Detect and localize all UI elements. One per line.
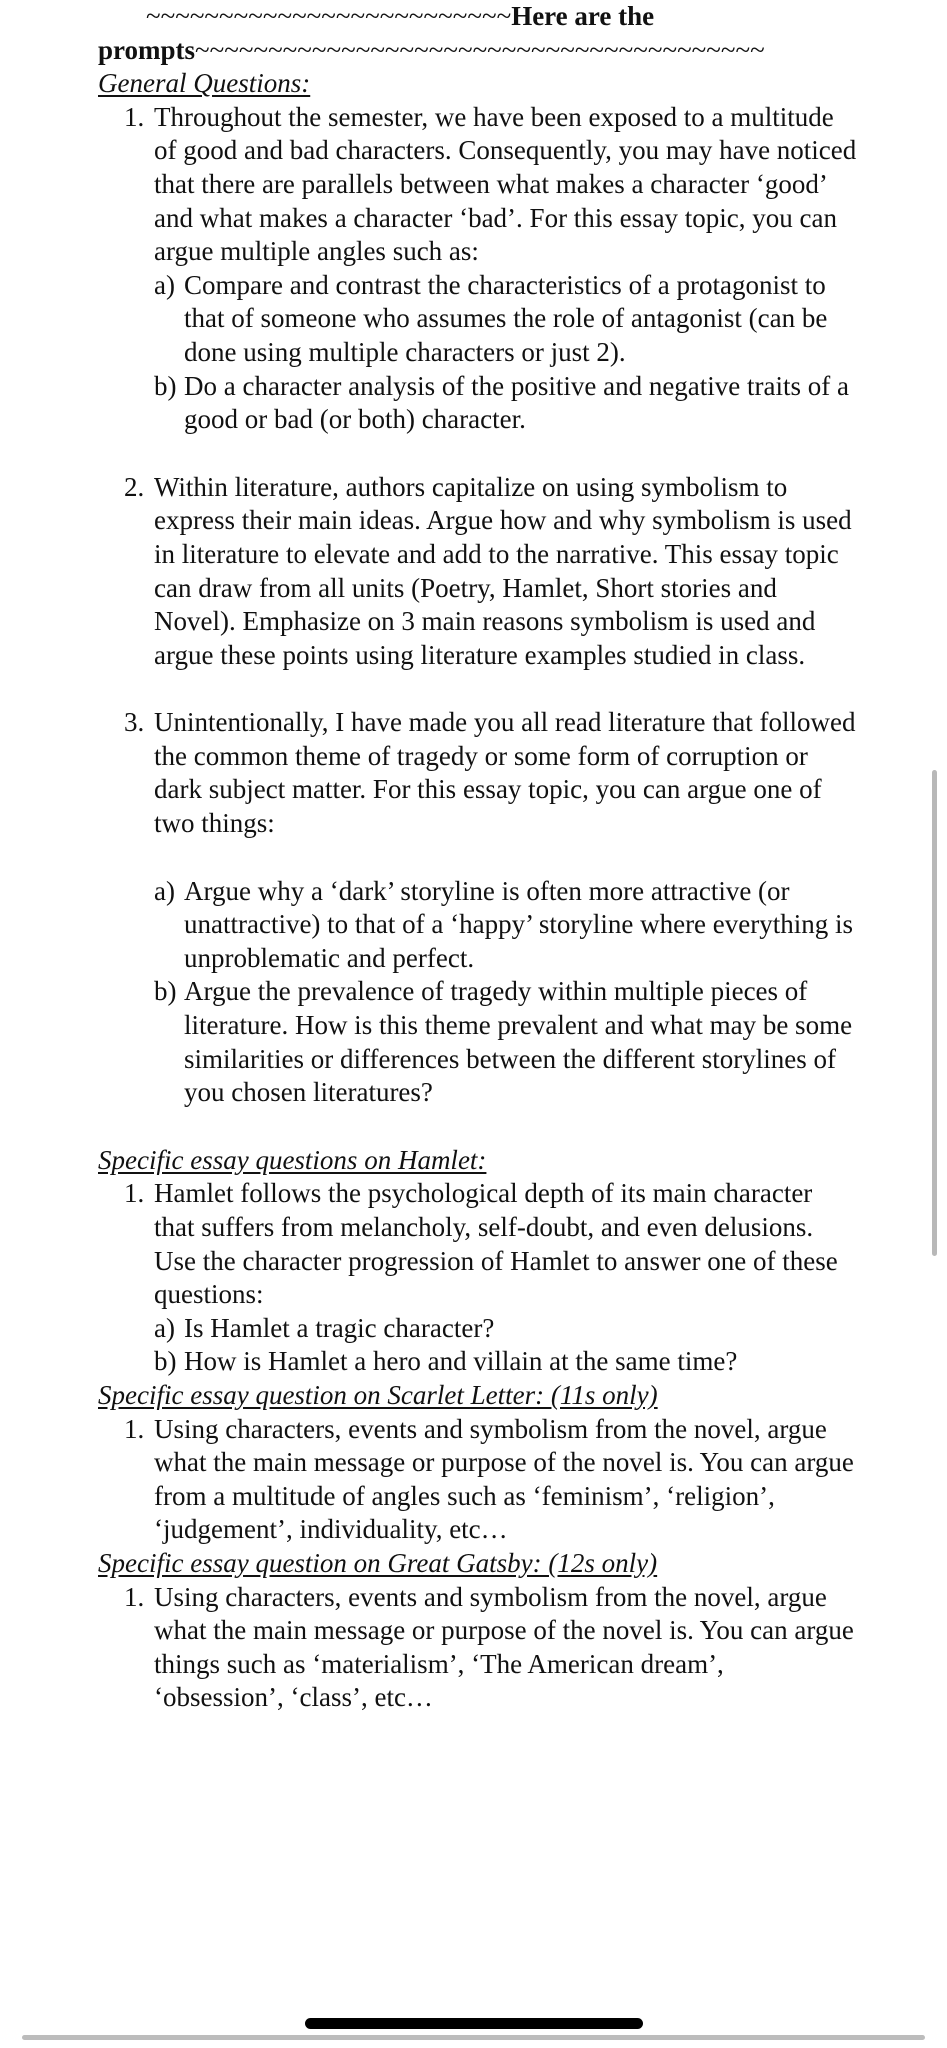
sub-option-a xyxy=(154,875,858,976)
scarlet-letter-question-1 xyxy=(124,1413,858,1547)
general-question-3 xyxy=(124,706,858,1110)
great-gatsby-heading: Specific essay question on Great Gatsby: (12s only) xyxy=(98,1547,658,1578)
question-text: Using characters, events and symbolism from the novel, argue what the main message or purpose of the novel is. You can argue from a multitude of angles such as ‘feminism’, ‘religion’, ‘judgement’, individuality, etc… xyxy=(154,1413,854,1545)
question-text: Hamlet follows the psychological depth of its main character that suffers from melancholy, self-doubt, and even delusions. Use the character progression of Hamlet to answer one of these questions: xyxy=(154,1178,838,1310)
sub-label: b) xyxy=(154,370,177,401)
sub-option-b xyxy=(154,370,858,437)
sub-label: b) xyxy=(154,976,177,1007)
general-question-1 xyxy=(124,101,858,437)
sub-label: a) xyxy=(154,875,175,906)
list-number: 3. xyxy=(124,707,145,738)
horizontal-scrollbar[interactable] xyxy=(22,2035,925,2040)
scarlet-letter-heading: Specific essay question on Scarlet Letter: (11s only) xyxy=(98,1379,658,1410)
header-line-2 xyxy=(98,34,858,68)
question-text: Within literature, authors capitalize on using symbolism to express their main ideas. Argue how and why symbolism is used in literature to elevate and add to the narrative. This essay topic can draw from all units (Poetry, Hamlet, Short stories and Novel). Emphasize on 3 main reasons symbolism is used and argue these points using literature examples studied in class. xyxy=(154,471,852,670)
sub-text: Is Hamlet a tragic character? xyxy=(184,1312,495,1343)
list-number: 1. xyxy=(124,101,145,132)
document-page xyxy=(98,0,858,1715)
home-indicator[interactable] xyxy=(305,2018,643,2029)
general-questions-heading: General Questions: xyxy=(98,68,311,99)
vertical-scrollbar[interactable] xyxy=(932,770,937,1256)
header-line-1 xyxy=(146,0,858,34)
hamlet-question-1 xyxy=(124,1177,858,1379)
question-text: Unintentionally, I have made you all read literature that followed the common theme of tragedy or some form of corruption or dark subject matter. For this essay topic, you can argue one of two things: xyxy=(154,707,856,839)
sub-option-b xyxy=(154,1345,858,1379)
sub-text: How is Hamlet a hero and villain at the same time? xyxy=(184,1346,738,1377)
header-tildes-left: ~~~~~~~~~~~~~~~~~~~~~~~~~ xyxy=(146,1,512,31)
sub-text: Argue the prevalence of tragedy within multiple pieces of literature. How is this theme prevalent and what may be some similarities or differences between the different storylines of you chosen literatures? xyxy=(184,976,853,1108)
sub-label: a) xyxy=(154,269,175,300)
sub-option-a xyxy=(154,1312,858,1346)
general-question-2 xyxy=(124,471,858,673)
hamlet-questions-heading: Specific essay questions on Hamlet: xyxy=(98,1144,487,1175)
sub-option-a xyxy=(154,269,858,370)
header-tildes-right: ~~~~~~~~~~~~~~~~~~~~~~~~~~~~~~~~~~~~~~~ xyxy=(195,34,765,65)
sub-label: b) xyxy=(154,1346,177,1377)
sub-label: a) xyxy=(154,1312,175,1343)
list-number: 1. xyxy=(124,1413,145,1444)
list-number: 1. xyxy=(124,1178,145,1209)
sub-text: Argue why a ‘dark’ storyline is often more attractive (or unattractive) to that of a ‘happy’ storyline where everything is unproblematic and perfect. xyxy=(184,875,854,973)
great-gatsby-question-1 xyxy=(124,1581,858,1715)
question-text: Throughout the semester, we have been exposed to a multitude of good and bad characters. Consequently, you may have noticed that there are parallels between what makes a character ‘good’ and what makes a character ‘bad’. For this essay topic, you can argue multiple angles such as: xyxy=(154,101,857,267)
question-text: Using characters, events and symbolism from the novel, argue what the main message or purpose of the novel is. You can argue things such as ‘materialism’, ‘The American dream’, ‘obsession’, ‘class’, etc… xyxy=(154,1581,854,1713)
header-title-part-1: Here are the xyxy=(511,1,655,31)
sub-option-b xyxy=(154,975,858,1109)
header-title-part-2: prompts xyxy=(98,34,196,65)
list-number: 1. xyxy=(124,1581,145,1612)
list-number: 2. xyxy=(124,471,145,502)
sub-text: Compare and contrast the characteristics of a protagonist to that of someone who assumes the role of antagonist (can be done using multiple characters or just 2). xyxy=(184,269,828,367)
sub-text: Do a character analysis of the positive and negative traits of a good or bad (or both) character. xyxy=(184,370,849,435)
